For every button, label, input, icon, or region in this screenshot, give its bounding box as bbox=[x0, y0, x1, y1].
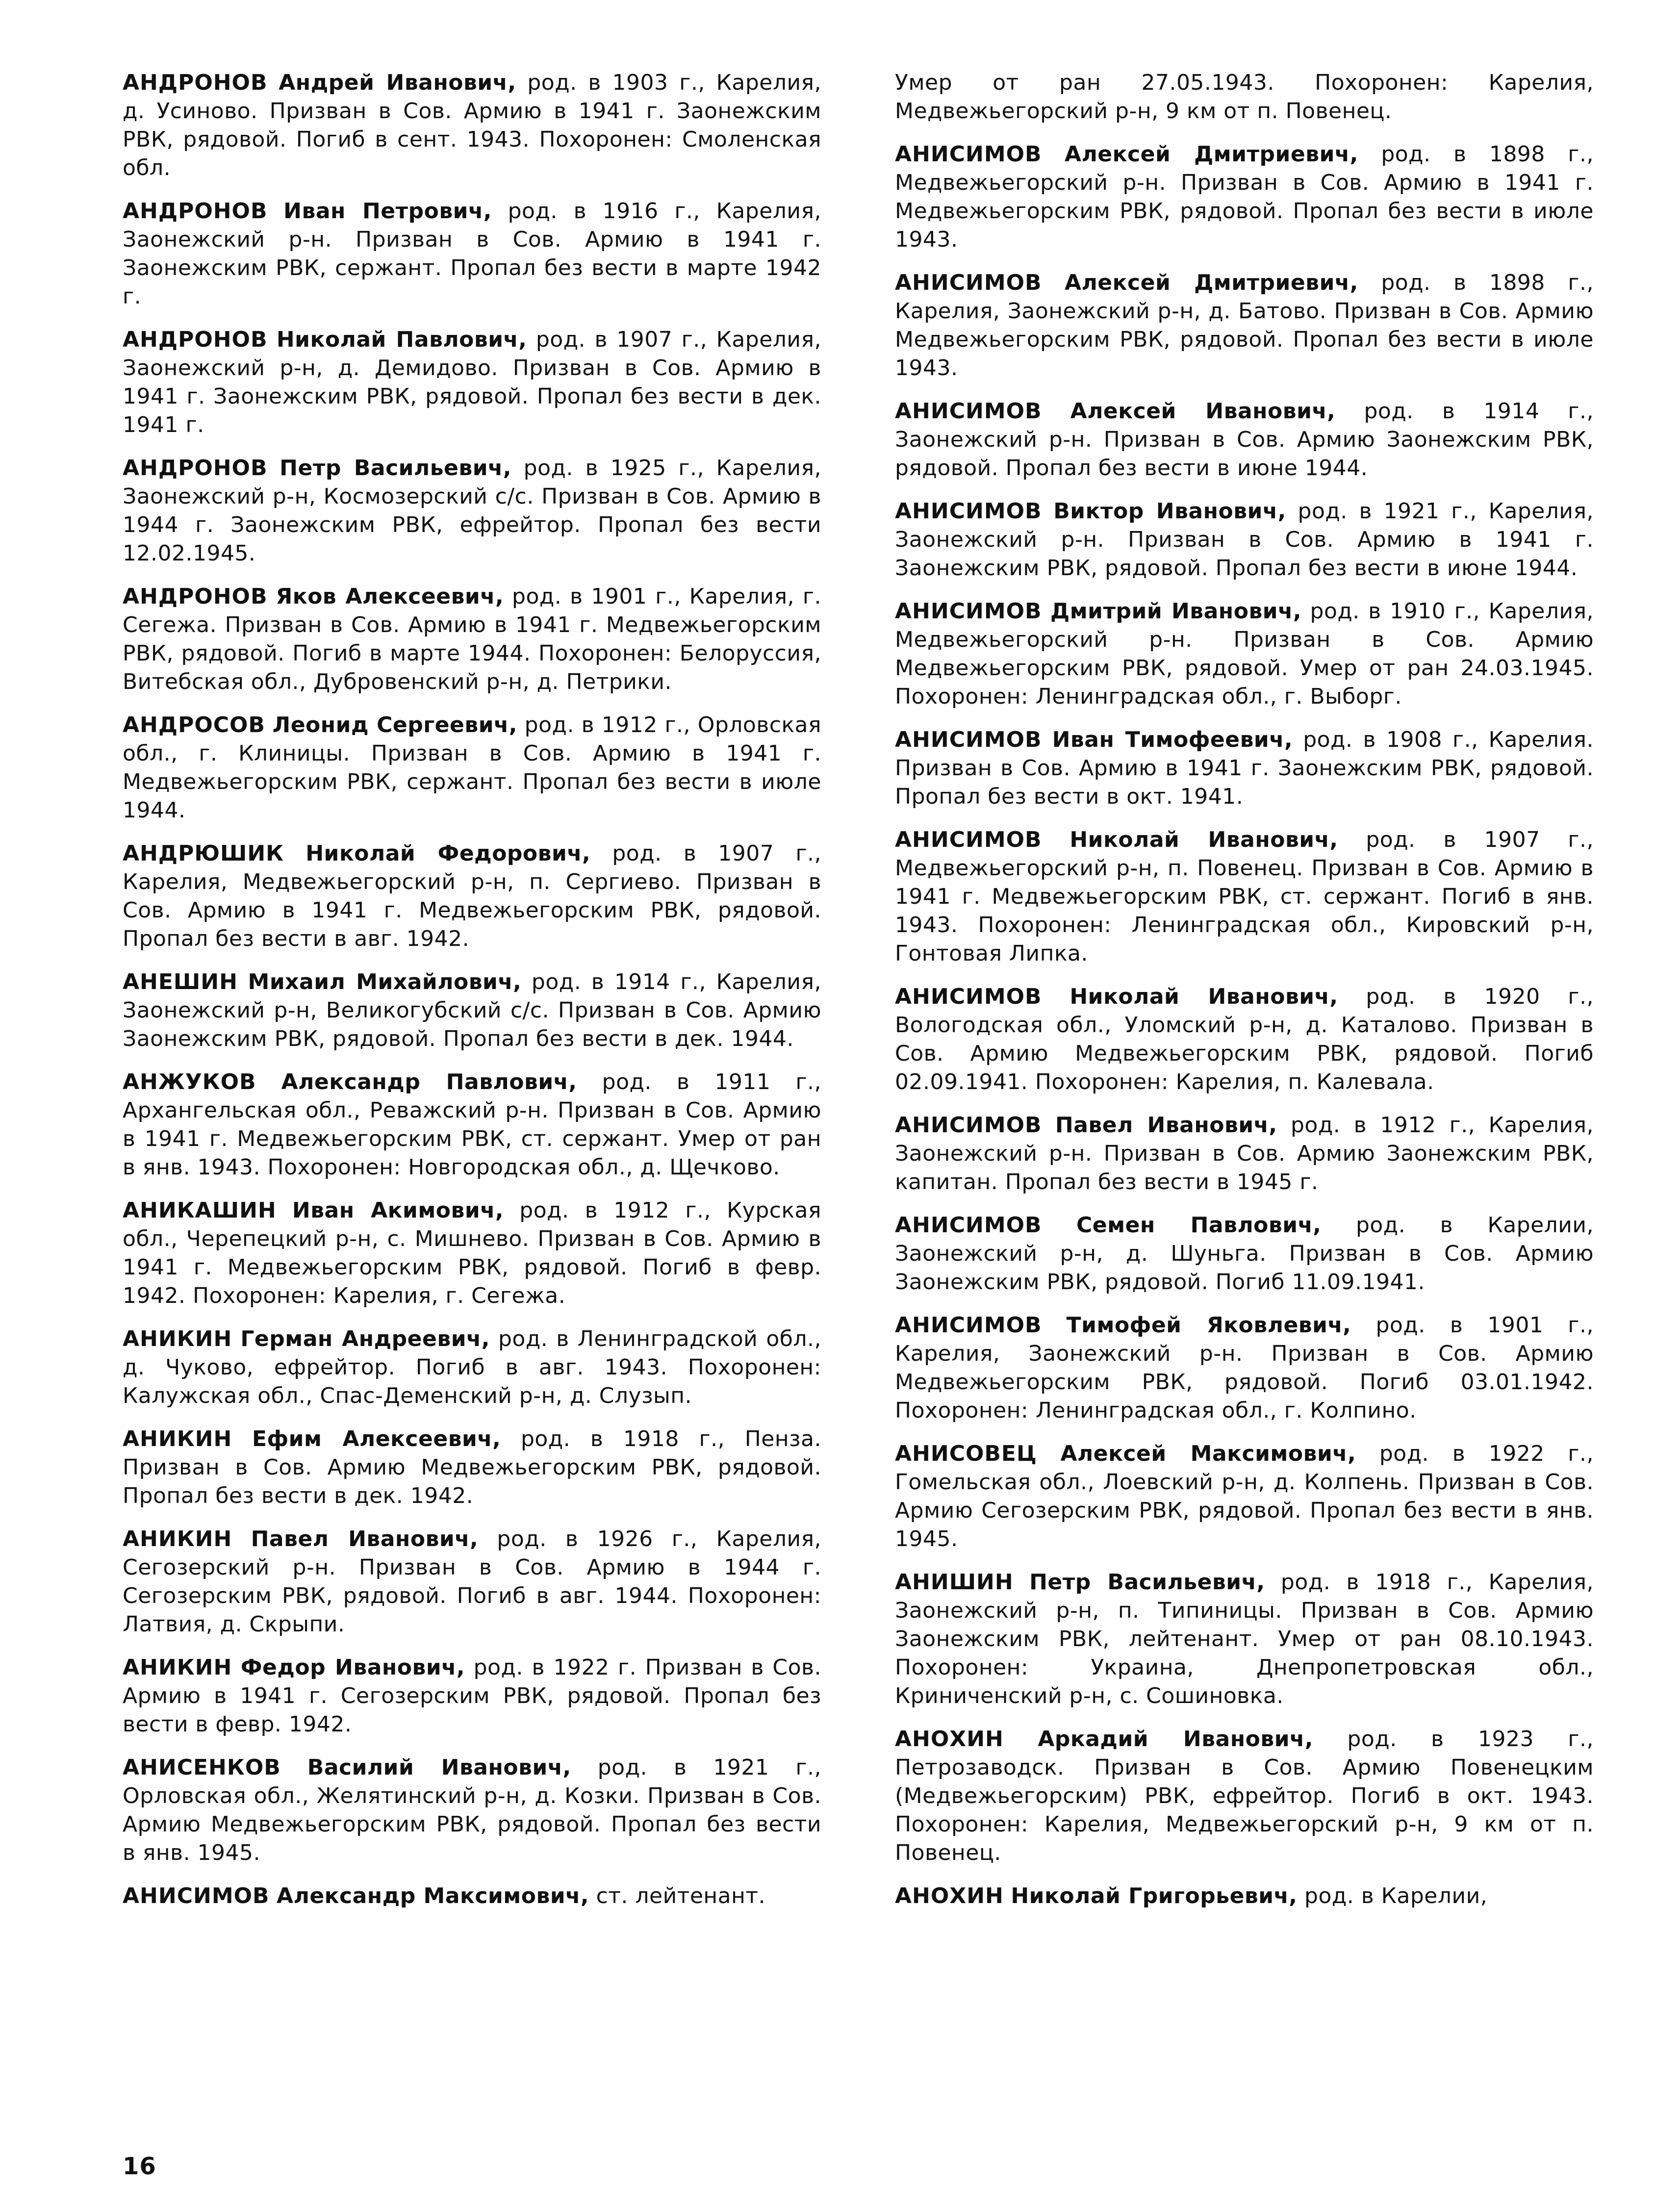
entry-given-name: Александр Павлович, bbox=[281, 1069, 577, 1094]
entry-surname: АНОХИН bbox=[895, 1727, 1004, 1752]
entry-given-name: Павел Иванович, bbox=[1055, 1113, 1277, 1138]
entry-text: Умер от ран 27.05.1943. Похоронен: Карелия, Медвежьегорский р-н, 9 км от п. Повенец. bbox=[895, 70, 1594, 124]
entry-text: род. в 1907 г., Карелия, Заонежский р-н, д. Демидово. Призван в Сов. Армию в 1941 г. Заонежским РВК, рядовой. Пропал без вести в дек. 1941 г. bbox=[123, 327, 821, 437]
entry-text: род. в 1903 г., Карелия, д. Усиново. Призван в Сов. Армию в 1941 г. Заонежским РВК, рядовой. Погиб в сент. 1943. Похоронен: Смоленская обл. bbox=[123, 70, 821, 180]
entry-given-name: Иван Петрович, bbox=[283, 199, 492, 224]
entry-given-name: Василий Иванович, bbox=[307, 1755, 571, 1780]
entry-given-name: Алексей Максимович, bbox=[1060, 1441, 1356, 1466]
entry-surname: АНИСИМОВ bbox=[123, 1883, 270, 1908]
entry bbox=[123, 711, 821, 825]
entry-text: род. в 1925 г., Карелия, Заонежский р-н, Космозерский с/с. Призван в Сов. Армию в 1944 г. Заонежским РВК, ефрейтор. Пропал без вести 12.02.1945. bbox=[123, 456, 822, 566]
entry-text: род. в 1912 г., Карелия, Заонежский р-н. Призван в Сов. Армию Заонежским РВК, капитан. Пропал без вести в 1945 г. bbox=[895, 1113, 1594, 1195]
entry-text: род. в 1922 г. Призван в Сов. Армию в 1941 г. Сегозерским РВК, рядовой. Пропал без вести в февр. 1942. bbox=[123, 1655, 821, 1737]
entry bbox=[123, 1754, 821, 1867]
entry-given-name: Николай Павлович, bbox=[276, 327, 527, 352]
entry-surname: АНИШИН bbox=[895, 1570, 1014, 1595]
entry-text: ст. лейтенант. bbox=[596, 1883, 766, 1908]
entry bbox=[895, 140, 1594, 254]
entry bbox=[895, 269, 1594, 382]
entry bbox=[895, 397, 1594, 483]
entry-given-name: Алексей Дмитриевич, bbox=[1065, 142, 1358, 167]
entry bbox=[895, 1211, 1594, 1297]
entry-surname: АНИКИН bbox=[123, 1526, 232, 1551]
entry-text: род. в 1920 г., Вологодская обл., Уломский р-н, д. Каталово. Призван в Сов. Армию Медвежьегорским РВК, рядовой. Погиб 02.09.1941. Похоронен: Карелия, п. Калевала. bbox=[895, 984, 1594, 1094]
entry-surname: АНДРОНОВ bbox=[123, 584, 268, 609]
entry-surname: АНОХИН bbox=[895, 1883, 1004, 1908]
entry-given-name: Петр Васильевич, bbox=[280, 456, 511, 481]
entry-given-name: Федор Иванович, bbox=[240, 1655, 465, 1680]
entry bbox=[895, 726, 1594, 811]
entry-surname: АНИСИМОВ bbox=[895, 727, 1042, 752]
entry-text: род. в 1914 г., Заонежский р-н. Призван в Сов. Армию Заонежским РВК, рядовой. Пропал без вести в июне 1944. bbox=[895, 399, 1594, 481]
entry bbox=[123, 69, 821, 182]
entry-surname: АНЖУКОВ bbox=[123, 1069, 256, 1094]
entry-given-name: Герман Андреевич, bbox=[240, 1326, 490, 1351]
entry-given-name: Павел Иванович, bbox=[251, 1526, 479, 1551]
entry-text: род. в 1911 г., Архангельская обл., Реважский р-н. Призван в Сов. Армию в 1941 г. Медвежьегорским РВК, ст. сержант. Умер от ран в янв. 1943. Похоронен: Новгородская обл., д. Щечково. bbox=[123, 1069, 821, 1180]
left-column bbox=[123, 69, 821, 1925]
entry bbox=[123, 1653, 821, 1739]
entry-given-name: Алексей Дмитриевич, bbox=[1065, 270, 1358, 295]
entry bbox=[123, 1068, 821, 1182]
entry-surname: АНИСИМОВ bbox=[895, 270, 1042, 295]
entry-text: род. в 1901 г., Карелия, Заонежский р-н. Призван в Сов. Армию Медвежьегорским РВК, рядовой. Погиб 03.01.1942. Похоронен: Ленинградская обл., г. Колпино. bbox=[895, 1313, 1594, 1423]
entry-surname: АНИСОВЕЦ bbox=[895, 1441, 1037, 1466]
entry-given-name: Тимофей Яковлевич, bbox=[1066, 1313, 1351, 1338]
entry-text: род. в 1926 г., Карелия, Сегозерский р-н. Призван в Сов. Армию в 1944 г. Сегозерским РВК, рядовой. Погиб в авг. 1944. Похоронен: Латвия, д. Скрыпи. bbox=[123, 1526, 821, 1637]
entry-given-name: Леонид Сергеевич, bbox=[272, 712, 517, 737]
entry-surname: АНИКАШИН bbox=[123, 1198, 277, 1223]
entry bbox=[123, 197, 821, 311]
entry-surname: АНИСИМОВ bbox=[895, 1213, 1042, 1238]
entry-text: род. в 1921 г., Карелия, Заонежский р-н. Призван в Сов. Армию в 1941 г. Заонежским РВК, рядовой. Пропал без вести в июне 1944. bbox=[895, 499, 1594, 581]
entry-text: род. в Карелии, bbox=[1304, 1883, 1488, 1908]
entry-text: род. в 1908 г., Карелия. Призван в Сов. Армию в 1941 г. Заонежским РВК, рядовой. Пропал без вести в окт. 1941. bbox=[895, 727, 1594, 809]
entry-text: род. в 1923 г., Петрозаводск. Призван в Сов. Армию Повенецким (Медвежьегорским) РВК, ефрейтор. Погиб в окт. 1943. Похоронен: Карелия, Медвежьегорский р-н, 9 км от п. Повенец. bbox=[895, 1727, 1594, 1865]
entry-surname: АНИСИМОВ bbox=[895, 399, 1042, 424]
entry bbox=[123, 1882, 821, 1910]
page-number: 16 bbox=[123, 2153, 156, 2180]
entry-surname: АНИСИМОВ bbox=[895, 1313, 1042, 1338]
entry bbox=[895, 1725, 1594, 1867]
entry bbox=[123, 1196, 821, 1310]
entry bbox=[895, 983, 1594, 1096]
entry bbox=[895, 826, 1594, 968]
entry-given-name: Виктор Иванович, bbox=[1053, 499, 1286, 524]
entry-text: род. в 1914 г., Карелия, Заонежский р-н, Великогубский с/с. Призван в Сов. Армию Заонежским РВК, рядовой. Пропал без вести в дек. 1944. bbox=[123, 969, 821, 1051]
entry-surname: АНИСИМОВ bbox=[895, 599, 1042, 624]
entry bbox=[895, 1111, 1594, 1196]
entry bbox=[123, 968, 821, 1053]
entry-text: род. в 1907 г., Медвежьегорский р-н, п. Повенец. Призван в Сов. Армию в 1941 г. Медвежьегорским РВК, ст. сержант. Погиб в янв. 1943. Похоронен: Ленинградская обл., Кировский р-н, Гонтовая Липка. bbox=[895, 827, 1594, 966]
entry-given-name: Михаил Михайлович, bbox=[248, 969, 522, 994]
entry-given-name: Дмитрий Иванович, bbox=[1050, 599, 1302, 624]
entry-surname: АНИКИН bbox=[123, 1326, 232, 1351]
entry-text: род. в 1901 г., Карелия, г. Сегежа. Призван в Сов. Армию в 1941 г. Медвежьегорским РВК, рядовой. Погиб в марте 1944. Похоронен: Белоруссия, Витебская обл., Дубровенский р-н, д. Петрики. bbox=[123, 584, 821, 694]
entry bbox=[123, 1425, 821, 1510]
entry-given-name: Николай Федорович, bbox=[306, 841, 591, 866]
entry-surname: АНИСИМОВ bbox=[895, 827, 1042, 852]
entry-surname: АНИКИН bbox=[123, 1426, 232, 1451]
entry-given-name: Аркадий Иванович, bbox=[1038, 1727, 1313, 1752]
entry-surname: АНДРОНОВ bbox=[123, 70, 268, 95]
entry-surname: АНДРОНОВ bbox=[123, 456, 268, 481]
entry bbox=[895, 1568, 1594, 1710]
entry bbox=[895, 1311, 1594, 1425]
entry-text: род. в Карелии, Заонежский р-н, д. Шуньга. Призван в Сов. Армию Заонежским РВК, рядовой. Погиб 11.09.1941. bbox=[895, 1213, 1594, 1295]
entry bbox=[895, 1882, 1594, 1910]
entry-text: род. в 1916 г., Карелия, Заонежский р-н. Призван в Сов. Армию в 1941 г. Заонежским РВК, сержант. Пропал без вести в марте 1942 г. bbox=[123, 199, 821, 309]
entry-text: род. в 1918 г., Карелия, Заонежский р-н, п. Типиницы. Призван в Сов. Армию Заонежским РВК, лейтенант. Умер от ран 08.10.1943. Похоронен: Украина, Днепропетровская обл., Криниченский р-н, с. Сошиновка. bbox=[895, 1570, 1594, 1708]
entry bbox=[123, 583, 821, 696]
entry bbox=[895, 597, 1594, 711]
entry-given-name: Иван Тимофеевич, bbox=[1052, 727, 1293, 752]
entry bbox=[123, 326, 821, 439]
entry-text: род. в Ленинградской обл., д. Чуково, ефрейтор. Погиб в авг. 1943. Похоронен: Калужская обл., Спас-Деменский р-н, д. Слузып. bbox=[123, 1326, 821, 1408]
entry-text: род. в 1898 г., Карелия, Заонежский р-н, д. Батово. Призван в Сов. Армию Медвежьегорским РВК, рядовой. Пропал без вести в июле 1943. bbox=[895, 270, 1594, 381]
entry-surname: АНДРОНОВ bbox=[123, 199, 268, 224]
entry bbox=[123, 454, 821, 568]
entry-text: род. в 1912 г., Орловская обл., г. Клиницы. Призван в Сов. Армию в 1941 г. Медвежьегорским РВК, сержант. Пропал без вести в июле 1944. bbox=[123, 712, 821, 823]
entry-text: род. в 1898 г., Медвежьегорский р-н. Призван в Сов. Армию в 1941 г. Медвежьегорским РВК, рядовой. Пропал без вести в июле 1943. bbox=[895, 142, 1594, 252]
entry-surname: АНИСИМОВ bbox=[895, 1113, 1042, 1138]
entry-surname: АНДРОСОВ bbox=[123, 712, 265, 737]
entry-surname: АНИСИМОВ bbox=[895, 142, 1042, 167]
entry-text: род. в 1918 г., Пенза. Призван в Сов. Армию Медвежьегорским РВК, рядовой. Пропал без вести в дек. 1942. bbox=[123, 1426, 821, 1508]
entry bbox=[123, 1325, 821, 1410]
entry-given-name: Семен Павлович, bbox=[1076, 1213, 1322, 1238]
entry-given-name: Николай Иванович, bbox=[1069, 827, 1338, 852]
entry-given-name: Яков Алексеевич, bbox=[276, 584, 504, 609]
entry-given-name: Иван Акимович, bbox=[292, 1198, 504, 1223]
entry bbox=[895, 1440, 1594, 1553]
entry-text: род. в 1912 г., Курская обл., Черепецкий р-н, с. Мишнево. Призван в Сов. Армию в 1941 г. Медвежьегорским РВК, рядовой. Погиб в февр. 1942. Похоронен: Карелия, г. Сегежа. bbox=[123, 1198, 821, 1308]
entry-given-name: Александр Максимович, bbox=[277, 1883, 589, 1908]
entry-text: род. в 1907 г., Карелия, Медвежьегорский р-н, п. Сергиево. Призван в Сов. Армию в 1941 г. Медвежьегорским РВК, рядовой. Пропал без вести в авг. 1942. bbox=[123, 841, 821, 951]
entry-given-name: Алексей Иванович, bbox=[1070, 399, 1336, 424]
entry-given-name: Андрей Иванович, bbox=[279, 70, 516, 95]
entry-given-name: Николай Григорьевич, bbox=[1011, 1883, 1298, 1908]
entry-continuation bbox=[895, 69, 1594, 126]
entry-surname: АНЕШИН bbox=[123, 969, 238, 994]
entry-surname: АНИКИН bbox=[123, 1655, 232, 1680]
entry-text: род. в 1922 г., Гомельская обл., Лоевский р-н, д. Колпень. Призван в Сов. Армию Сегозерским РВК, рядовой. Пропал без вести в янв. 1945. bbox=[895, 1441, 1594, 1551]
entry-surname: АНДРЮШИК bbox=[123, 841, 284, 866]
entry-given-name: Николай Иванович, bbox=[1069, 984, 1338, 1009]
entry-surname: АНИСЕНКОВ bbox=[123, 1755, 281, 1780]
entry bbox=[895, 497, 1594, 583]
entry-text: род. в 1910 г., Карелия, Медвежьегорский р-н. Призван в Сов. Армию Медвежьегорским РВК, рядовой. Умер от ран 24.03.1945. Похоронен: Ленинградская обл., г. Выборг. bbox=[895, 599, 1594, 709]
entry-text: род. в 1921 г., Орловская обл., Желятинский р-н, д. Козки. Призван в Сов. Армию Медвежьегорским РВК, рядовой. Пропал без вести в янв. 1945. bbox=[123, 1755, 821, 1865]
entry-given-name: Петр Васильевич, bbox=[1029, 1570, 1265, 1595]
entry-given-name: Ефим Алексеевич, bbox=[252, 1426, 501, 1451]
entry bbox=[123, 839, 821, 953]
entry-surname: АНДРОНОВ bbox=[123, 327, 268, 352]
right-column bbox=[895, 69, 1594, 1925]
entry-surname: АНИСИМОВ bbox=[895, 499, 1042, 524]
entry bbox=[123, 1525, 821, 1639]
entry-surname: АНИСИМОВ bbox=[895, 984, 1042, 1009]
